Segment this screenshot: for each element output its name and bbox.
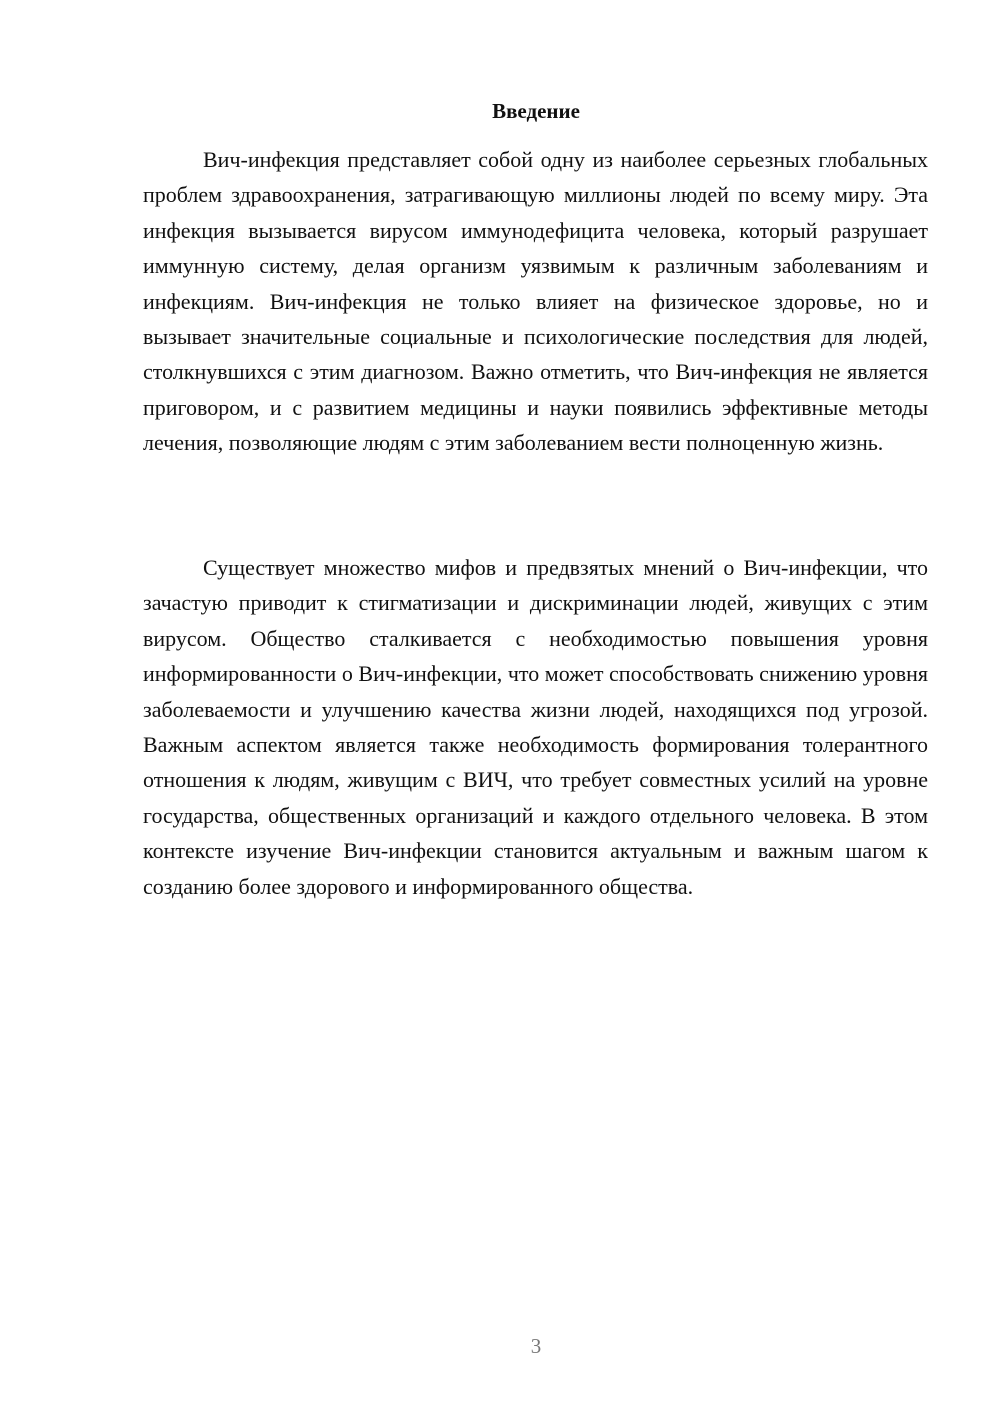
page-number: 3 [530, 1334, 542, 1358]
page-title: Введение [492, 99, 580, 123]
paragraph-intro: Вич-инфекция представляет собой одну из наиболее серьезных глобальных проблем здравоохранения, затрагивающую миллионы людей по всему миру. Эта инфекция вызывается вирусом иммунодефицита человека, который разрушает иммунную систему, делая организм уязвимым к различным заболеваниям и инфекциям. Вич-инфекция не только влияет на физическое здоровье, но и вызывает значительные социальные и психологические последствия для людей, столкнувшихся с этим диагнозом. Важно отметить, что Вич-инфекция не является приговором, и с развитием медицины и науки появились эффективные методы лечения, позволяющие людям с этим заболеванием вести полноценную жизнь. [143, 147, 928, 456]
paragraph-myths: Существует множество мифов и предвзятых мнений о Вич-инфекции, что зачастую приводит к стигматизации и дискриминации людей, живущих с этим вирусом. Общество сталкивается с необходимостью повышения уровня информированности о Вич-инфекции, что может способствовать снижению уровня заболеваемости и улучшению качества жизни людей, находящихся под угрозой. Важным аспектом является также необходимость формирования толерантного отношения к людям, живущим с ВИЧ, что требует совместных усилий на уровне государства, общественных организаций и каждого отдельного человека. В этом контексте изучение Вич-инфекции становится актуальным и важным шагом к созданию более здорового и информированного общества. [143, 555, 928, 899]
